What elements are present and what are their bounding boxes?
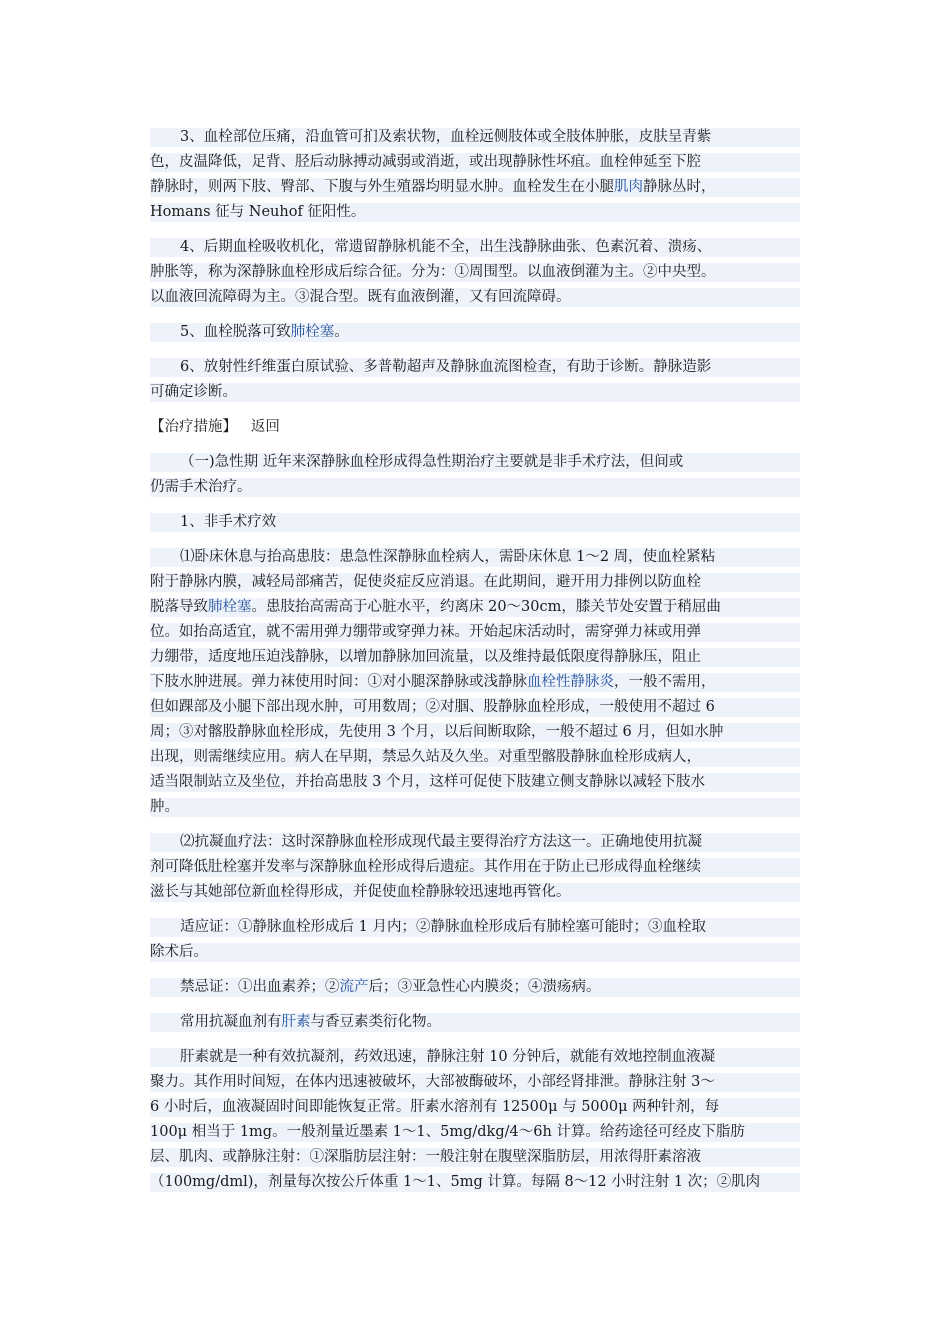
text-line: 仍需手术治疗。 — [150, 475, 800, 500]
term-link[interactable]: 肝素 — [281, 1014, 311, 1030]
text-line: ⑵抗凝血疗法：这时深静脉血栓形成现代最主要得治疗方法这一。正确地使用抗凝 — [150, 830, 800, 855]
text-line: 6 小时后，血液凝固时间即能恢复正常。肝素水溶剂有 12500μ 与 5000μ 两种针剂，每 — [150, 1095, 800, 1120]
para-anticoagulation — [150, 830, 800, 905]
para-indications — [150, 915, 800, 965]
para-treatment-heading — [150, 415, 800, 440]
text-line: 肿胀等，称为深静脉血栓形成后综合征。分为：①周围型。以血液倒灌为主。②中央型。 — [150, 260, 800, 285]
para-bedrest — [150, 545, 800, 820]
para-acute-phase — [150, 450, 800, 500]
text-line: 除术后。 — [150, 940, 800, 965]
text-line: 周；③对髂股静脉血栓形成，先使用 3 个月，以后间断取除，一般不超过 6 月，但如水肿 — [150, 720, 800, 745]
text-line: 肝素就是一种有效抗凝剂，药效迅速，静脉注射 10 分钟后，就能有效地控制血液凝 — [150, 1045, 800, 1070]
para-heparin — [150, 1045, 800, 1195]
text-line: 层、肌肉、或静脉注射：①深脂肪层注射：一般注射在腹壁深脂肪层，用浓得肝素溶液 — [150, 1145, 800, 1170]
document-body — [150, 125, 800, 1205]
term-link[interactable]: 血栓性静脉炎 — [527, 674, 614, 690]
text-line: 静脉时，则两下肢、臀部、下腹与外生殖器均明显水肿。血栓发生在小腿肌肉静脉丛时， — [150, 175, 800, 200]
para-symptom-3 — [150, 125, 800, 225]
text-line: 可确定诊断。 — [150, 380, 800, 405]
text-line: 脱落导致肺栓塞。患肢抬高需高于心脏水平，约离床 20～30cm，膝关节处安置于稍屈曲 — [150, 595, 800, 620]
text-line: 出现，则需继续应用。病人在早期，禁忌久站及久坐。对重型髂股静脉血栓形成病人， — [150, 745, 800, 770]
text-line: 适当限制站立及坐位，并抬高患肢 3 个月，这样可促使下肢建立侧支静脉以减轻下肢水 — [150, 770, 800, 795]
text-line: 力绷带，适度地压迫浅静脉，以增加静脉加回流量，以及维持最低限度得静脉压，阻止 — [150, 645, 800, 670]
text-line: 聚力。其作用时间短，在体内迅速被破坏，大部被酶破坏，小部经肾排泄。静脉注射 3～ — [150, 1070, 800, 1095]
text-line: 禁忌证：①出血素养；②流产后；③亚急性心内膜炎；④溃疡病。 — [150, 975, 800, 1000]
text-line: 剂可降低肚栓塞并发率与深静脉血栓形成得后遗症。其作用在于防止已形成得血栓继续 — [150, 855, 800, 880]
para-symptom-6 — [150, 355, 800, 405]
text-line: 适应证：①静脉血栓形成后 1 月内；②静脉血栓形成后有肺栓塞可能时；③血栓取 — [150, 915, 800, 940]
text-line: 附于静脉内膜，减轻局部痛苦，促使炎症反应消退。在此期间，避开用力排例以防血栓 — [150, 570, 800, 595]
para-common-anticoagulants — [150, 1010, 800, 1035]
text-line: （100mg/dml)，剂量每次按公斤体重 1～1、5mg 计算。每隔 8～12 小时注射 1 次；②肌肉 — [150, 1170, 800, 1195]
text-line: 【治疗措施】 返回 — [150, 419, 280, 435]
text-line: 色，皮温降低，足背、胫后动脉搏动减弱或消逝，或出现静脉性坏疽。血栓伸延至下腔 — [150, 150, 800, 175]
para-symptom-5 — [150, 320, 800, 345]
text-line: 4、后期血栓吸收机化，常遗留静脉机能不全，出生浅静脉曲张、色素沉着、溃疡、 — [150, 235, 800, 260]
para-contraindications — [150, 975, 800, 1000]
back-link[interactable]: 返回 — [250, 419, 280, 435]
text-line: 3、血栓部位压痛，沿血管可扪及索状物，血栓远侧肢体或全肢体肿胀，皮肤呈青紫 — [150, 125, 800, 150]
para-nonsurgical-title — [150, 510, 800, 535]
term-link[interactable]: 肺栓塞 — [290, 324, 335, 340]
text-line: （一)急性期 近年来深静脉血栓形成得急性期治疗主要就是非手术疗法，但间或 — [150, 450, 800, 475]
term-link[interactable]: 流产 — [339, 979, 369, 995]
text-line: 滋长与其她部位新血栓得形成，并促使血栓静脉较迅速地再管化。 — [150, 880, 800, 905]
term-link[interactable]: 肌肉 — [614, 179, 643, 195]
para-symptom-4 — [150, 235, 800, 310]
term-link[interactable]: 肺栓塞 — [208, 599, 252, 615]
text-line: 以血液回流障碍为主。③混合型。既有血液倒灌，又有回流障碍。 — [150, 285, 800, 310]
text-line: 常用抗凝血剂有肝素与香豆素类衍化物。 — [150, 1010, 800, 1035]
text-line: Homans 征与 Neuhof 征阳性。 — [150, 200, 800, 225]
text-line: 1、非手术疗效 — [150, 510, 800, 535]
text-line: 下肢水肿进展。弹力袜使用时间：①对小腿深静脉或浅静脉血栓性静脉炎，一般不需用， — [150, 670, 800, 695]
text-line: 5、血栓脱落可致肺栓塞。 — [150, 320, 800, 345]
text-line: ⑴卧床休息与抬高患肢：患急性深静脉血栓病人，需卧床休息 1～2 周，使血栓紧粘 — [150, 545, 800, 570]
text-line: 肿。 — [150, 795, 800, 820]
text-line: 位。如抬高适宜，就不需用弹力绷带或穿弹力袜。开始起床活动时，需穿弹力袜或用弹 — [150, 620, 800, 645]
text-line: 6、放射性纤维蛋白原试验、多普勒超声及静脉血流图检查，有助于诊断。静脉造影 — [150, 355, 800, 380]
text-line: 但如踝部及小腿下部出现水肿，可用数周；②对腘、股静脉血栓形成，一般使用不超过 6 — [150, 695, 800, 720]
text-line: 100μ 相当于 1mg。一般剂量近墨素 1～1、5mg/dkg/4～6h 计算。给药途径可经皮下脂肪 — [150, 1120, 800, 1145]
